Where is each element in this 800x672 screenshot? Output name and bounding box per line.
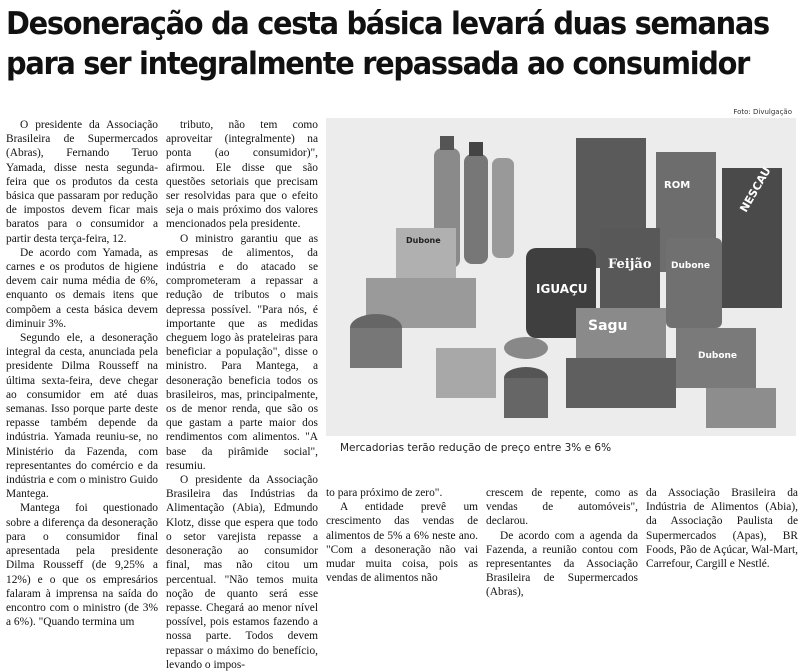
package-label: Sagu: [588, 318, 628, 334]
package-label: ROM: [664, 180, 691, 191]
paragraph: crescem de repente, como as vendas de automóveis", declarou.: [486, 487, 638, 528]
article-column-4: [486, 486, 638, 599]
article-column-1: [6, 118, 158, 629]
package-label: Dubone: [671, 261, 711, 271]
package-label: IGUAÇU: [536, 282, 588, 296]
paragraph: Mantega foi questionado sobre a diferença da desoneração para o consumidor final apresentada pela presidente Dilma Rousseff (de 9,25% a 12%) e o que os empresários falaram à imprensa na saída do encontro com o ministro (de 3% a 6%). "Quando termina um: [6, 502, 158, 629]
package-label: NESCAU: [737, 164, 774, 215]
article-column-2: [166, 118, 318, 671]
photo-credit: Foto: Divulgação: [733, 108, 792, 116]
paragraph: De acordo com a agenda da Fazenda, a reunião contou com representantes da Associação Brasileira de Supermercados (Abras),: [486, 529, 638, 599]
paragraph: O presidente da Associação Brasileira de Supermercados (Abras), Fernando Teruo Yamada, disse nesta segunda-feira que os produtos da cesta básica que passaram por redução de impostos devem ficar mais baratos para o consumidor a partir desta terça-feira, 12.: [6, 119, 158, 245]
headline: [6, 4, 769, 84]
groceries-illustration: [326, 118, 796, 436]
photo-caption: Mercadorias terão redução de preço entre 3% e 6%: [340, 442, 612, 454]
paragraph: tributo, não tem como aproveitar (integralmente) na ponta (ao consumidor)", afirmou. Ele disse que são questões setoriais que precisam ser resolvidas para que o efeito seja o mais próximo dos valores mencionados pela presidente.: [166, 119, 318, 231]
headline-line-1: Desoneração da cesta básica levará duas semanas: [6, 6, 769, 42]
paragraph: O ministro garantiu que as empresas de alimentos, da indústria e do atacado se comprometeram a repassar a redução de tributos o mais depressa possível. "Para nós, é importante que as medidas cheguem logo às prateleiras para beneficiar a população", disse o ministro. Para Mantega, a desoneração beneficia todos os brasileiros, mas, principalmente, os de menor renda, que são os que gastam a parte maior dos rendimentos com alimentos. "A base da pirâmide social", resumiu.: [166, 232, 318, 472]
paragraph: Segundo ele, a desoneração integral da cesta, anunciada pela presidente Dilma Rousseff na última sexta-feira, deve chegar ao consumidor em até duas semanas. Isso porque parte deste repasse também depende da indústria. Yamada reuniu-se, no Ministério da Fazenda, com representantes do comércio e da indústria e com o ministro Guido Mantega.: [6, 332, 158, 501]
headline-line-2: para ser integralmente repassada ao consumidor: [6, 46, 750, 82]
article-column-3: [326, 486, 478, 583]
paragraph: De acordo com Yamada, as carnes e os produtos de higiene devem cair numa média de 6%, enquanto os demais itens que compõem a cesta básica devem diminuir 3%.: [6, 246, 158, 330]
package-label: Dubone: [406, 236, 441, 245]
paragraph: to para próximo de zero".: [326, 487, 443, 499]
groceries-photo: [326, 118, 796, 436]
article-column-5: [646, 486, 798, 583]
package-label: Feijão: [608, 257, 652, 272]
paragraph: da Associação Brasileira da Indústria de Alimentos (Abia), da Associação Paulista de Supermercados (Apas), BR Foods, Pão de Açúcar, Wal-Mart, Carrefour, Cargill e Nestlé.: [646, 487, 798, 571]
package-label: Dubone: [698, 351, 738, 361]
paragraph: O presidente da Associação Brasileira das Indústrias da Alimentação (Abia), Edmundo Klotz, disse que espera que todo o setor varejista repasse a desoneração ao consumidor final, mas não citou um percentual. "Não temos muita noção de quanto será esse repasse. Chegará ao menor nível possível, pois estamos fazendo a nossa parte. Todos devem repassar o máximo do benefício, levando o impos-: [166, 474, 318, 671]
paragraph: A entidade prevê um crescimento das vendas de alimentos de 5% a 6% neste ano. "Com a desoneração não vai mudar muita coisa, pois as vendas de alimentos não: [326, 501, 478, 585]
